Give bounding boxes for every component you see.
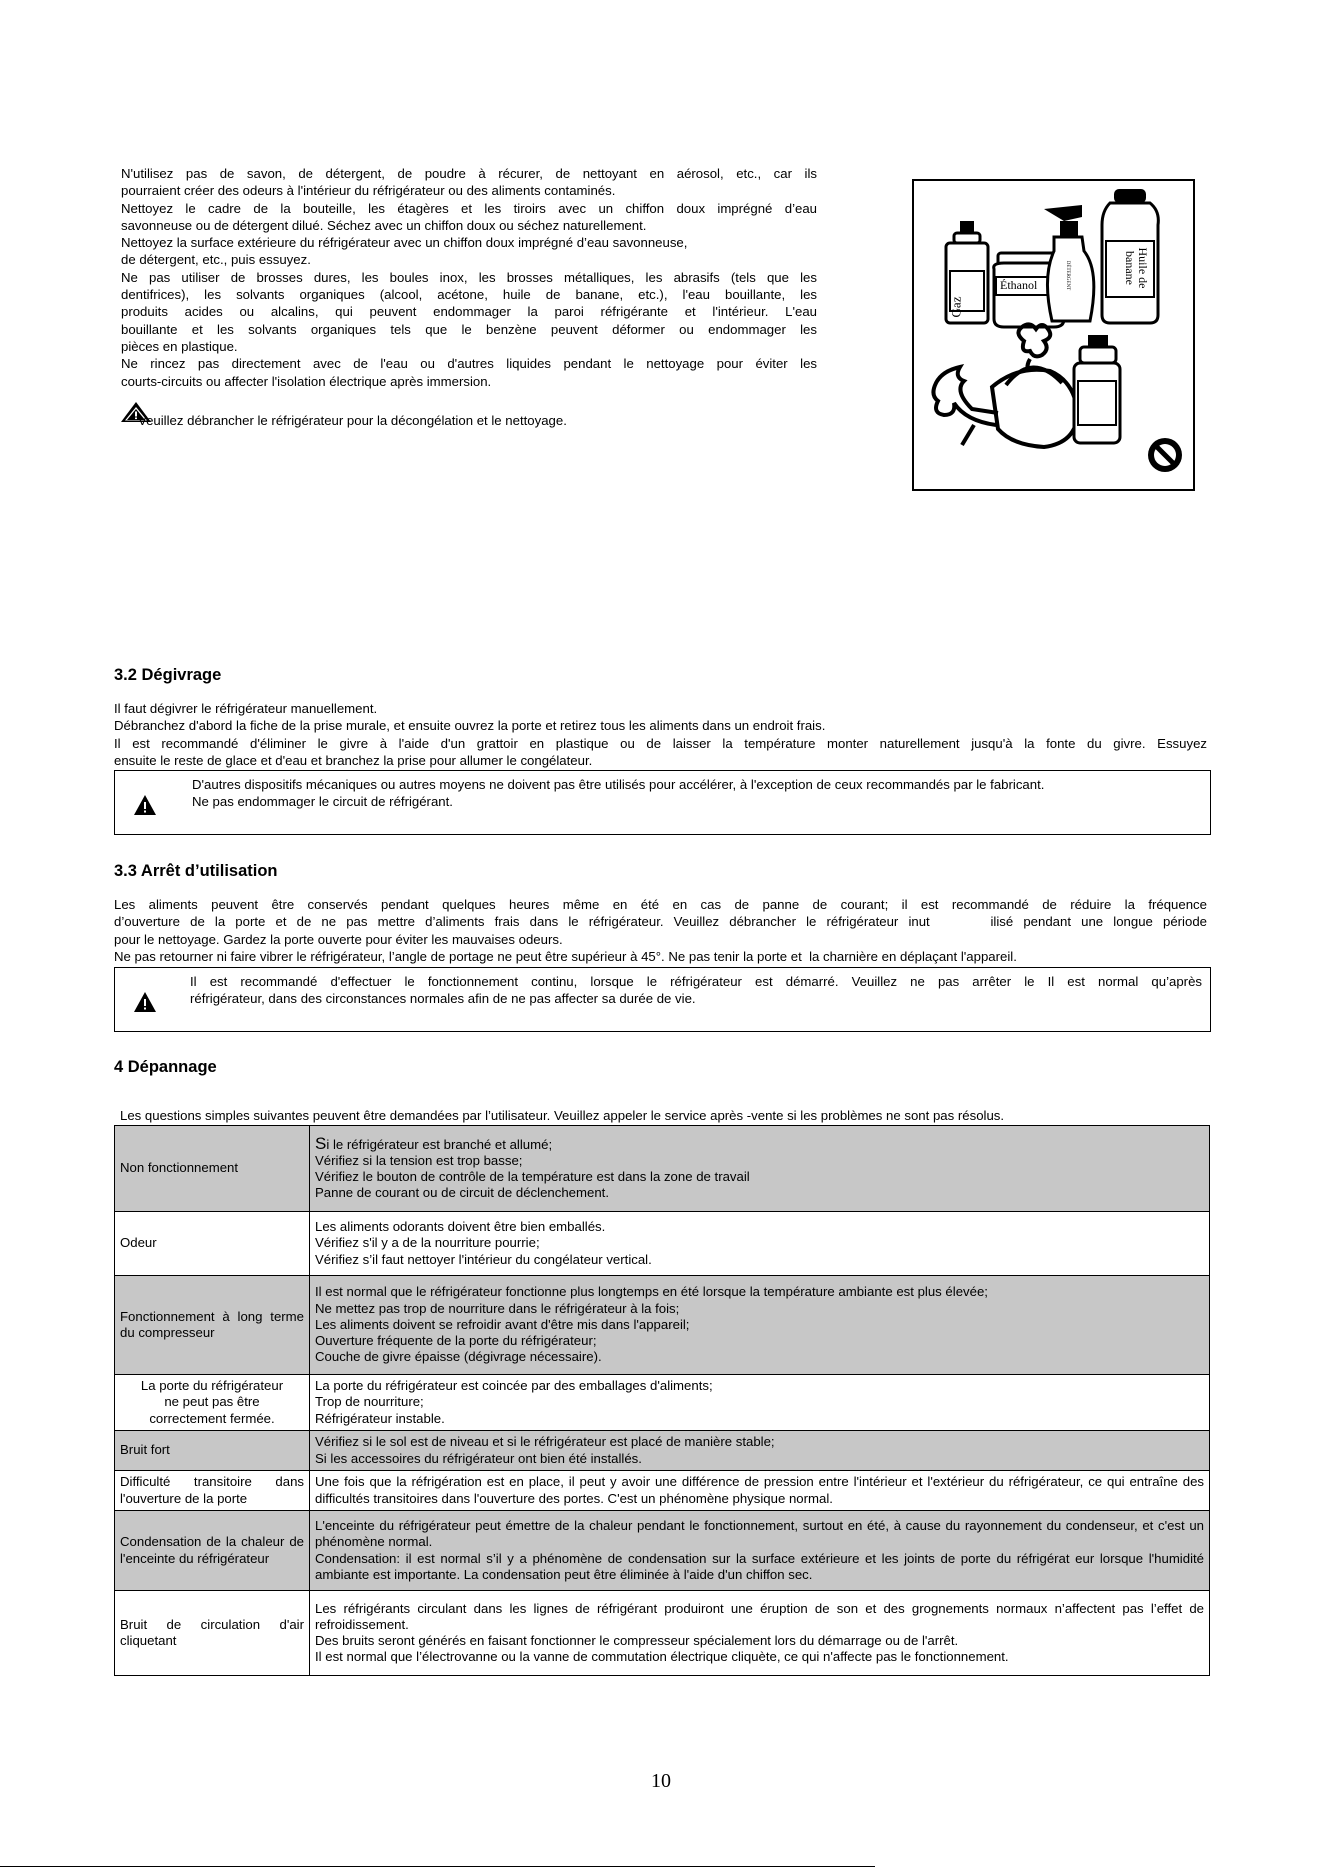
cleaning-line: Ne pas utiliser de brosses dures, les boules inox, les brosses métalliques, les abrasifs (tels que les — [121, 269, 817, 285]
solution-line: Ne mettez pas trop de nourriture dans le réfrigérateur à la fois; — [315, 1300, 680, 1316]
problem-cell — [115, 1375, 310, 1431]
warning-triangle-icon — [134, 795, 156, 815]
problem-cell: Condensation de la chaleur de l'enceinte du réfrigérateur — [115, 1511, 310, 1591]
cleaning-line: pourraient créer des odeurs à l'intérieur du réfrigérateur ou des aliments contaminés. — [121, 183, 616, 199]
solution-line: Panne de courant ou de circuit de déclenchement. — [315, 1185, 609, 1201]
depannage-intro: Les questions simples suivantes peuvent être demandées par l’utilisateur. Veuillez appeler le service après -vente si les problèmes ne sont pas résolus. — [120, 1108, 1005, 1123]
solution-line: Couche de givre épaisse (dégivrage nécessaire). — [315, 1349, 602, 1365]
page-number: 10 — [651, 1770, 671, 1792]
problem-line: ne peut pas être — [164, 1394, 260, 1410]
section-heading-depannage: 4 Dépannage — [114, 1058, 217, 1076]
cleaning-instructions — [121, 165, 817, 390]
arret-line: pour le nettoyage. Gardez la porte ouverte pour éviter les mauvaises odeurs. — [114, 931, 563, 947]
solution-line: Il est normal que le réfrigérateur fonctionne plus longtemps en été lorsque la température ambiante est plus élevée; — [315, 1284, 988, 1300]
solution-line: Des bruits seront générés en faisant fonctionner le compresseur spécialement lors du démarrage ou de l'arrêt. — [315, 1633, 959, 1648]
cleaning-warning: Veuillez débrancher le réfrigérateur pour la décongélation et le nettoyage. — [138, 413, 567, 428]
cleaning-line: dentifrices), les solvants organiques (alcool, acétone, huile de banane, etc.), l'eau bouillante, les — [121, 287, 817, 303]
solution-line: Vérifiez le bouton de contrôle de la température est dans la zone de travail — [315, 1169, 750, 1184]
solution-cell: Une fois que la réfrigération est en place, il peut y avoir une différence de pression entre l'intérieur et l'extérieur du réfrigérateur, ce qui entraîne des difficultés transitoires dans l'ouverture des portes. C'est un phénomène physique normal. — [310, 1471, 1210, 1511]
solution-line: Ouverture fréquente de la porte du réfrigérateur; — [315, 1333, 597, 1349]
degivrage-warning-line: D'autres dispositifs mécaniques ou autres moyens ne doivent pas être utilisés pour accélérer, à l'exception de ceux recommandés par le fabricant. — [192, 777, 1045, 792]
footer-rule — [0, 1866, 875, 1867]
drop-letter: S — [315, 1133, 327, 1153]
problem-cell: Odeur — [115, 1212, 310, 1276]
solution-line: Vérifiez si la tension est trop basse; — [315, 1152, 523, 1168]
huile-label-line1: Huile de — [1136, 247, 1150, 289]
cleaning-line: Ne rincez pas directement avec de l'eau ou d'autres liquides pendant le nettoyage pour éviter les — [121, 356, 817, 372]
solution-line: Si les accessoires du réfrigérateur ont bien été installés. — [315, 1450, 642, 1466]
degivrage-warning-line: Ne pas endommager le circuit de réfrigérant. — [192, 794, 453, 810]
problem-cell: Non fonctionnement — [115, 1126, 310, 1212]
solution-line: Condensation: il est normal s’il y a phénomène de condensation sur la surface extérieure et les joints de porte du réfrigérat eur lorsque l'humidité ambiante est importante. La condensation peut être éliminée à l'aide d'un chiffon sec. — [315, 1550, 1204, 1582]
solution-cell — [310, 1375, 1210, 1431]
solution-line: La porte du réfrigérateur est coincée par des emballages d'aliments; — [315, 1378, 713, 1394]
ethanol-label: Éthanol — [1000, 278, 1038, 292]
solution-line: Réfrigérateur instable. — [315, 1410, 445, 1426]
arret-line: d’ouverture de la porte et de ne pas mettre d’aliments frais dans le réfrigérateur. Veuillez débrancher le réfrigérateur inut ilisé pendant une longue période — [114, 914, 1207, 930]
solution-line: Si le réfrigérateur est branché et allumé; — [315, 1133, 553, 1153]
arret-warning-line: Il est recommandé d'effectuer le fonctionnement continu, lorsque le réfrigérateur est démarré. Veuillez ne pas arrêter le Il est normal qu’après — [190, 974, 1202, 989]
degivrage-line: ensuite le reste de glace et d'eau et branchez la prise pour allumer le congélateur. — [114, 752, 593, 768]
degivrage-line: Débranchez d'abord la fiche de la prise murale, et ensuite ouvrez la porte et retirez tous les aliments dans un endroit frais. — [114, 718, 826, 734]
solution-cell — [310, 1276, 1210, 1375]
cleaning-line: produits acides ou alcalins, qui peuvent endommager la paroi réfrigérante et l'intérieur. L'eau — [121, 304, 817, 320]
huile-label-line2: banane — [1123, 251, 1137, 285]
cleaning-line: bouillante et les solvants organiques tels que le benzène peuvent déformer ou endommager les — [121, 321, 817, 337]
cleaning-line: Nettoyez le cadre de la bouteille, les étagères et les tiroirs avec un chiffon doux imprégné d’eau — [121, 200, 817, 216]
arret-line: Ne pas retourner ni faire vibrer le réfrigérateur, l’angle de portage ne peut être supérieur à 45°. Ne pas tenir la porte et la charnière en déplaçant l'appareil. — [114, 948, 1017, 964]
degivrage-line: Il est recommandé d'éliminer le givre à l'aide d'un grattoir en plastique ou de laisser la température monter naturellement jusqu'à la fonte du givre. Essuyez — [114, 735, 1207, 751]
solution-line: Vérifiez s’il faut nettoyer l'intérieur du congélateur vertical. — [315, 1251, 652, 1267]
cleaning-line: N'utilisez pas de savon, de détergent, de poudre à récurer, de nettoyant en aérosol, etc., car ils — [121, 166, 817, 181]
detergent-label: DÉTERGENT — [1065, 260, 1071, 291]
solution-line: Les réfrigérants circulant dans les lignes de réfrigérant produiront une éruption de son et des grognements normaux n’affectent pas l’effet de refroidissement. — [315, 1600, 1204, 1632]
solution-line: Il est normal que l’électrovanne ou la vanne de commutation électrique cliquète, ce qui n'affecte pas le fonctionnement. — [315, 1649, 1009, 1665]
solution-cell — [310, 1591, 1210, 1676]
problem-line: correctement fermée. — [149, 1410, 275, 1426]
solution-line: Vérifiez s'il y a de la nourriture pourrie; — [315, 1235, 540, 1251]
gaz-label: Gaz — [948, 296, 964, 318]
table-row — [115, 1375, 1210, 1431]
degivrage-warning-box — [114, 770, 1211, 835]
section-heading-arret: 3.3 Arrêt d’utilisation — [114, 862, 278, 880]
table-row — [115, 1511, 1210, 1591]
table-row — [115, 1591, 1210, 1676]
cleaning-products-illustration — [912, 179, 1195, 491]
cleaning-line: savonneuse ou de détergent dilué. Séchez avec un chiffon doux ou séchez naturellement. — [121, 217, 647, 233]
solution-line: Les aliments odorants doivent être bien emballés. — [315, 1219, 606, 1235]
solution-line: Vérifiez si le sol est de niveau et si le réfrigérateur est placé de manière stable; — [315, 1434, 775, 1450]
degivrage-text — [114, 700, 1207, 769]
table-row — [115, 1212, 1210, 1276]
solution-line: Trop de nourriture; — [315, 1394, 424, 1410]
cleaning-line: Nettoyez la surface extérieure du réfrigérateur avec un chiffon doux imprégné d’eau savonneuse, — [121, 235, 688, 251]
prohibited-icon — [1147, 437, 1183, 473]
table-row — [115, 1276, 1210, 1375]
solution-cell — [310, 1431, 1210, 1471]
section-heading-degivrage: 3.2 Dégivrage — [114, 666, 222, 684]
solution-cell — [310, 1126, 1210, 1212]
table-row — [115, 1126, 1210, 1212]
problem-line: La porte du réfrigérateur — [140, 1378, 284, 1394]
solution-cell — [310, 1511, 1210, 1591]
huile-label — [1123, 228, 1149, 308]
solution-line: L'enceinte du réfrigérateur peut émettre de la chaleur pendant le fonctionnement, surtout en été, à cause du rayonnement du condenseur, et c'est un phénomène normal. — [315, 1518, 1204, 1550]
problem-cell: Fonctionnement à long terme du compresseur — [115, 1276, 310, 1375]
table-row — [115, 1431, 1210, 1471]
problem-cell: Bruit fort — [115, 1431, 310, 1471]
solution-cell — [310, 1212, 1210, 1276]
troubleshooting-table — [114, 1125, 1210, 1676]
cleaning-line: courts-circuits ou affecter l'isolation électrique après immersion. — [121, 373, 492, 389]
problem-cell: Bruit de circulation d'air cliquetant — [115, 1591, 310, 1676]
cleaning-line: pièces en plastique. — [121, 338, 238, 354]
arret-text — [114, 896, 1207, 965]
warning-triangle-icon — [134, 992, 156, 1012]
table-row — [115, 1471, 1210, 1511]
problem-cell: Difficulté transitoire dans l'ouverture de la porte — [115, 1471, 310, 1511]
cleaning-line: de détergent, etc., puis essuyez. — [121, 252, 311, 268]
arret-warning-box — [114, 967, 1211, 1032]
degivrage-line: Il faut dégivrer le réfrigérateur manuellement. — [114, 701, 378, 716]
arret-line: Les aliments peuvent être conservés pendant quelques heures même en été en cas de panne de courant; il est recommandé de réduire la fréquence — [114, 897, 1207, 912]
solution-line: Les aliments doivent se refroidir avant d'être mis dans l'appareil; — [315, 1316, 690, 1332]
arret-warning-line: réfrigérateur, dans des circonstances normales afin de ne pas affecter sa durée de vie. — [190, 991, 696, 1007]
